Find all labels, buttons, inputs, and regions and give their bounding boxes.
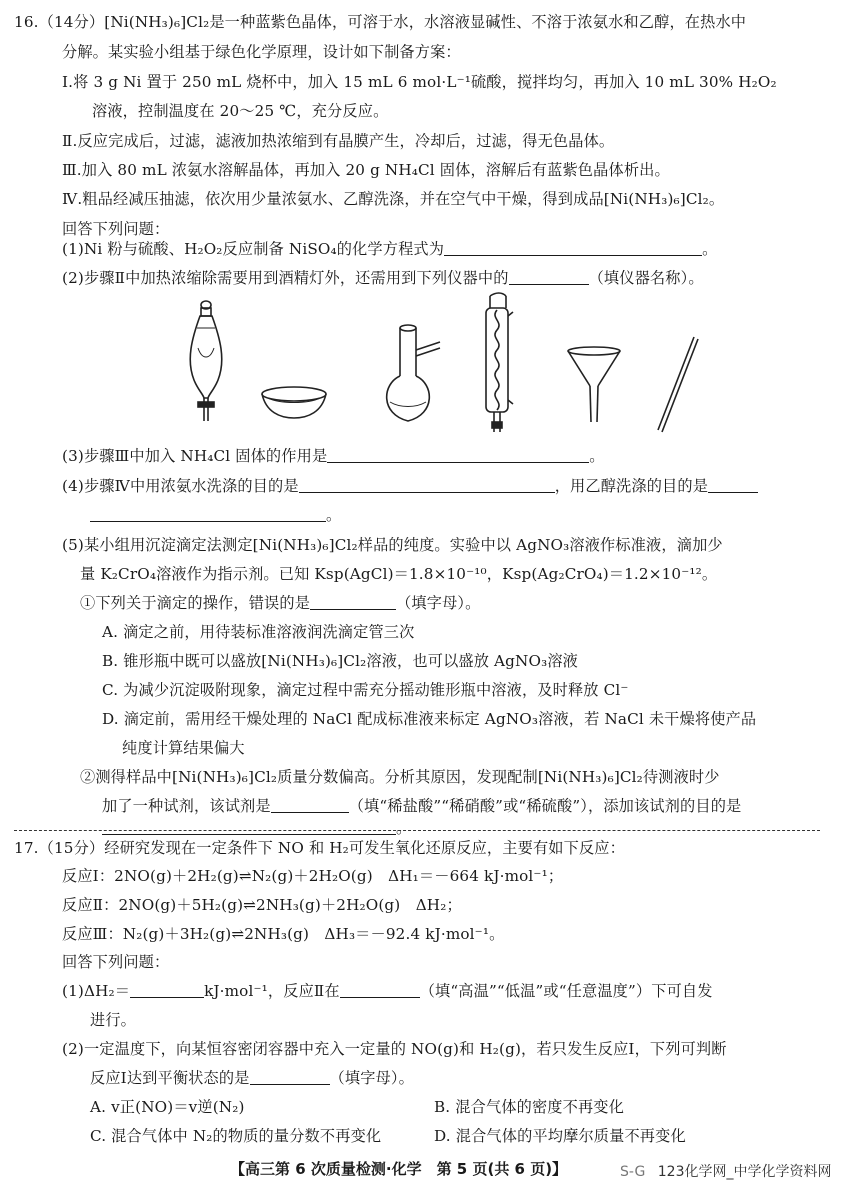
q16-part3	[62, 446, 605, 466]
q17-part2-line2	[90, 1068, 414, 1088]
separatory-funnel-icon	[186, 298, 226, 424]
q16-sub2-line1: ②测得样品中[Ni(NH₃)₆]Cl₂质量分数偏高。分析其原因，发现配制[Ni(NH₃)₆]Cl₂待测液时少	[80, 768, 720, 786]
q17-reaction-1: 反应Ⅰ：2NO(g)＋2H₂(g)⇌N₂(g)＋2H₂O(g) ΔH₁＝－664 kJ·mol⁻¹；	[62, 867, 564, 885]
answer-blank[interactable]	[250, 1069, 330, 1085]
q17-part1-mid: kJ·mol⁻¹，反应Ⅱ在	[204, 982, 340, 1000]
answer-blank[interactable]	[299, 477, 555, 493]
glass-rod-icon	[650, 334, 700, 434]
section-divider	[14, 830, 820, 831]
q16-step1-line2: 溶液，控制温度在 20～25 ℃，充分反应。	[92, 102, 389, 120]
distilling-flask-icon	[380, 322, 442, 424]
answer-blank[interactable]	[340, 982, 420, 998]
q16-part3-end: 。	[589, 447, 605, 465]
q16-option-c: C. 为减少沉淀吸附现象，滴定过程中需充分摇动锥形瓶中溶液，及时释放 Cl⁻	[102, 681, 629, 699]
answer-blank[interactable]	[130, 982, 204, 998]
answer-blank[interactable]	[310, 594, 396, 610]
q17-part2-text: 反应Ⅰ达到平衡状态的是	[90, 1069, 250, 1087]
q16-option-b: B. 锥形瓶中既可以盛放[Ni(NH₃)₆]Cl₂溶液，也可以盛放 AgNO₃溶液	[102, 652, 578, 670]
q16-sub1	[80, 593, 481, 613]
q17-intro: 17.（15分）经研究发现在一定条件下 NO 和 H₂可发生氧化还原反应，主要有如下反应：	[14, 839, 625, 857]
q17-option-c: C. 混合气体中 N₂的物质的量分数不再变化	[90, 1127, 382, 1145]
page-footer: 【高三第 6 次质量检测·化学 第 5 页(共 6 页)】	[230, 1160, 568, 1178]
q16-step4: Ⅳ.粗品经减压抽滤，依次用少量浓氨水、乙醇洗涤，并在空气中干燥，得到成品[Ni(NH₃)₆]Cl₂。	[62, 190, 725, 208]
q17-part1-cont: 进行。	[90, 1011, 137, 1029]
q16-part4	[62, 476, 758, 496]
q16-option-d-line2: 纯度计算结果偏大	[122, 739, 245, 757]
q17-answer-prompt: 回答下列问题：	[62, 953, 170, 971]
q16-part3-text: (3)步骤Ⅲ中加入 NH₄Cl 固体的作用是	[62, 447, 328, 465]
q16-intro-line2: 分解。某实验小组基于绿色化学原理，设计如下制备方案：	[62, 43, 461, 61]
q16-sub2-mid: （填“稀盐酸”“稀硝酸”或“稀硫酸”），添加该试剂的目的是	[348, 797, 742, 815]
q16-step1-line1: Ⅰ.将 3 g Ni 置于 250 mL 烧杯中，加入 15 mL 6 mol·L⁻¹硫酸，搅拌均匀，再加入 10 mL 30% H₂O₂	[62, 73, 777, 91]
q16-part5-line1: (5)某小组用沉淀滴定法测定[Ni(NH₃)₆]Cl₂样品的纯度。实验中以 AgNO₃溶液作标准液，滴加少	[62, 536, 723, 554]
evaporating-dish-icon	[260, 386, 328, 422]
q17-part2-line1: (2)一定温度下，向某恒容密闭容器中充入一定量的 NO(g)和 H₂(g)，若只发生反应Ⅰ，下列可判断	[62, 1040, 727, 1058]
q17-option-b: B. 混合气体的密度不再变化	[434, 1098, 624, 1116]
funnel-icon	[566, 346, 622, 424]
answer-blank[interactable]	[509, 269, 589, 285]
q16-part1-text: (1)Ni 粉与硫酸、H₂O₂反应制备 NiSO₄的化学方程式为	[62, 240, 445, 258]
q16-part2-end: （填仪器名称）。	[588, 269, 704, 287]
q16-part1-end: 。	[702, 240, 718, 258]
watermark-text: 123化学网_中学化学资料网	[657, 1164, 832, 1180]
q17-part1-text: (1)ΔH₂＝	[62, 982, 131, 1000]
q17-option-d: D. 混合气体的平均摩尔质量不再变化	[434, 1127, 686, 1145]
answer-blank[interactable]	[102, 819, 396, 835]
q16-part2-text: (2)步骤Ⅱ中加热浓缩除需要用到酒精灯外，还需用到下列仪器中的	[62, 269, 509, 287]
answer-blank[interactable]	[327, 447, 589, 463]
q16-part4-text: (4)步骤Ⅳ中用浓氨水洗涤的目的是	[62, 477, 299, 495]
q16-option-d-line1: D. 滴定前，需用经干燥处理的 NaCl 配成标准液来标定 AgNO₃溶液，若 NaCl 未干燥将使产品	[102, 710, 757, 728]
q16-part4-cont	[90, 505, 341, 525]
q17-part1	[62, 981, 713, 1001]
q16-sub1-text: ①下列关于滴定的操作，错误的是	[80, 594, 311, 612]
q16-answer-prompt: 回答下列问题：	[62, 220, 170, 238]
q16-part4-end: 。	[326, 506, 342, 524]
condenser-icon	[480, 292, 514, 436]
answer-blank[interactable]	[708, 477, 758, 493]
q16-sub2-line2	[102, 796, 741, 816]
q16-part5-line2: 量 K₂CrO₄溶液作为指示剂。已知 Ksp(AgCl)＝1.8×10⁻¹⁰，Ksp(Ag₂CrO₄)＝1.2×10⁻¹²。	[80, 565, 718, 583]
q16-sub2-line3	[102, 818, 411, 838]
footer-code: S-G	[620, 1164, 646, 1180]
q16-option-a: A. 滴定之前，用待装标准溶液润洗滴定管三次	[102, 623, 415, 641]
answer-blank[interactable]	[444, 240, 702, 256]
q17-part2-end: （填字母）。	[329, 1069, 414, 1087]
q17-reaction-2: 反应Ⅱ：2NO(g)＋5H₂(g)⇌2NH₃(g)＋2H₂O(g) ΔH₂；	[62, 896, 462, 914]
q16-part4-mid: ，用乙醇洗涤的目的是	[554, 477, 709, 495]
q16-sub2-end: 。	[396, 819, 412, 837]
q16-sub2-text: 加了一种试剂，该试剂是	[102, 797, 271, 815]
q17-option-a: A. v正(NO)＝v逆(N₂)	[90, 1098, 245, 1116]
q16-sub1-end: （填字母）。	[396, 594, 481, 612]
q16-intro-line1: 16.（14分）[Ni(NH₃)₆]Cl₂是一种蓝紫色晶体，可溶于水，水溶液显碱性、不溶于浓氨水和乙醇，在热水中	[14, 13, 747, 31]
q16-part2	[62, 268, 704, 288]
q16-step2: Ⅱ.反应完成后，过滤，滤液加热浓缩到有晶膜产生，冷却后，过滤，得无色晶体。	[62, 132, 615, 150]
q17-reaction-3: 反应Ⅲ：N₂(g)＋3H₂(g)⇌2NH₃(g) ΔH₃＝－92.4 kJ·mol⁻¹。	[62, 925, 505, 943]
q17-part1-end: （填“高温”“低温”或“任意温度”）下可自发	[419, 982, 713, 1000]
watermark	[620, 1161, 832, 1181]
q16-step3: Ⅲ.加入 80 mL 浓氨水溶解晶体，再加入 20 g NH₄Cl 固体，溶解后有蓝紫色晶体析出。	[62, 161, 670, 179]
q16-part1	[62, 239, 717, 259]
answer-blank[interactable]	[271, 797, 349, 813]
answer-blank[interactable]	[90, 506, 326, 522]
